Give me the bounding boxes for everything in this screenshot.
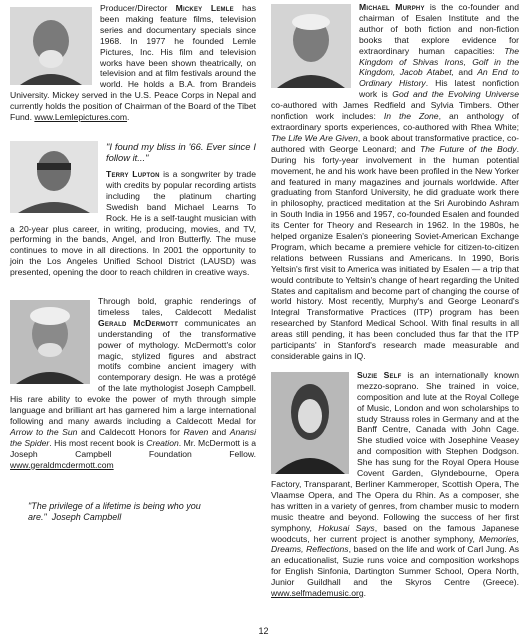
person-name-lupton: Terry Lupton [106,168,160,179]
person-name-murphy: Michael Murphy [359,2,425,12]
campbell-quote [28,501,238,524]
bio-murphy: Michael Murphy is the co-founder and chairman of Esalen Institute and the author of both fiction and non-fiction books that explore evidence for extraordinary human capacities: The Kingdom of Shivas Irons, Golf in the Kingdom, Jacob Atabet, and An End to Ordinary History. His latest nonfiction work is God and the Evolving Universe co-authored with James Redfield and Sylvia Timbers. Other nonfiction work includes: In the Zone, an anthology of extraordinary sports experiences, co-authored with Rhea White; The Life We Are Given, a book about transformative practice, co-authored with George Leonard; and The Future of the Body. During his forty-year involvement in the human potential movement, he and his work have been profiled in the New Yorker and featured in many magazines and journals worldwide. After graduating from Stanford University, he did graduate work there in philosophy, practiced meditation at the Sri Aurobindo Ashram in South India in 1956 and 1957, co-founded Esalen and founded its Center for Theory and Research in 1962. In the 1980s, he helped organize Esalen's pioneering Soviet-American Exchange Program, which became a premiere vehicle for citizen-to-citizen relations between Russians and Americans. In 1990, Boris Yeltsin's first visit to America was initiated by Esalen — a trip that would contribute to Yeltsin's change of heart regarding the United States and capitalism and become part of changing the course of world history. Most recently, Murphy's and George Leonard's Integral Transformative Practices (ITP) program has been researched by Stanford Medical School. With final results in all areas still pending, it has been concluded thus far that the ITP participants' in Stanford's research made measurable and considerable gains in IQ. [271,2,519,361]
link-gerald-mcdermott[interactable]: www.geraldmcdermott.com [10,459,114,470]
book-title: The Life We Are Given [271,132,358,143]
book-title: Raven [183,426,209,437]
book-title: Creation [146,437,179,448]
quote-text: "The privilege of a lifetime is being who you are." [28,500,201,523]
link-lemle-pictures[interactable]: www.Lemlepictures.com [34,112,128,123]
bio-mcdermott: Through bold, graphic renderings of timeless tales, Caldecott Medalist Gerald McDermott communicates an understanding of the transformative power of mythology. McDermott's color magic, stylized figures and abstract motifs combine ancient imagery with contemporary design. He was a protégé of the late mythologist Joseph Campbell. His rare ability to evoke the power of myth through simple language and brilliant art has garnered him a large international following and many awards including a Caldecott Medal for Arrow to the Sun and Caldecott Honors for Raven and Anansi the Spider. His most recent book is Creation. Mr. McDermott is a Joseph Campbell Foundation Fellow. www.geraldmcdermott.com [10,296,256,470]
person-name-mcdermott: Gerald McDermott [98,317,179,328]
bio-text: is an internationally known mezzo-soprano. She trained in voice, composition and lute at the Royal College of Music, London and won scholarships to study Strauss roles in Germany and at the Banff Centre, Canada with John Cage. She studied voice with Josephine Veasey and composition with Stephen Dodgson. She has sung for the Royal Opera House Covent Garden, Glyndebourne, Opera Factory, Transparant, Berliner Kammeroper, Scottish Opera, The Vlaamse Opera, and The Opera du Rhin. As a composer, she has written in a variety of genres, from chamber music to modern music theatre and beyond. Following the success of her first symphony, [271,369,519,533]
book-title: The Kingdom of Shivas Irons, Golf in the Kingdom, Jacob Atabet, [359,45,519,78]
bio-lupton [10,141,256,278]
bio-lemle: Producer/Director Mickey Lemle has been making feature films, television series and documentary specials since 1968. In 1977 he founded Lemle Pictures, Inc. His film and television works have been shown theatrically, on television and at film festivals around the world. He holds a B.A. from Brandeis University. Mickey served in the U.S. Peace Corps in Nepal and currently holds the position of Chairman of the Board of the Tibet Fund. www.Lemlepictures.com. [10,3,256,123]
person-name-self: Suzie Self [357,369,402,380]
bio-text: Through bold, graphic renderings of timeless tales, Caldecott Medalist [98,296,256,317]
photo-mickey-lemle [10,7,92,85]
bio-text: has been making feature films, television series and documentary specials since 1968. In 1977 he founded Lemle Pictures, Inc. His film and television works have been shown theatrically, on television and at film festivals around the world. He holds a B.A. from Brandeis University. Mickey served in the U.S. Peace Corps in Nepal and currently holds the position of Chairman of the Board of the Tibet Fund. [10,3,256,123]
quote-attribution: Joseph Campbell [51,512,122,523]
bio-text: . During his forty-year involvement in the human potential movement, he and his work have been profiled in the New Yorker and featured in many magazines and journals worldwide. After graduating from Stanford University, he did graduate work there in philosophy, practiced meditation at the Sri Aurobindo Ashram in South India in 1956 and 1957, co-founded Esalen and founded its Center for Theory and Research in 1962. In the 1980s, he helped organize Esalen's pioneering Soviet-American Exchange Program, which became a premiere vehicle for citizen-to-citizen relations between Russians and Americans. In 1990, Boris Yeltsin's first visit to America was initiated by Esalen — a trip that would contribute to Yeltsin's change of heart regarding the United States and capitalism and become part of changing the course of world history. Most recently, Murphy's and George Leonard's Integral Transformative Practices (ITP) program has been researched by Stanford Medical School. With final results in all areas still pending, it has been concluded thus far that the ITP participants' in Stanford's research made measurable and considerable gains in IQ. [271,143,519,361]
work-title: Memories, Dreams, Reflections [271,533,519,555]
link-selfmademusic[interactable]: www.selfmademusic.org [271,588,364,599]
bio-text: is a songwriter by trade with credits by popular recording artists including the platinum charting Swedish band Michael Learns To Rock. He is a self-taught musician with a 20-year plus career, in writing, producing, movies, and TV, performing in the bands, Angel, and Iron Butterfly. The muse continues to move in all directions. In 2001 the opportunity to join the Los Angeles Unified School District (LAUSD) was presented, opening the door to reach children in creative ways. [10,168,256,278]
bio-text: is the co-founder and chairman of Esalen Institute and the author of both fiction and non-fiction books that explore evidence for extraordinary human capacities: [359,2,519,56]
book-title: The Future of the Body [419,143,517,154]
photo-gerald-mcdermott [10,300,90,384]
left-column [10,0,256,524]
photo-terry-lupton [10,141,98,213]
book-title: Anansi the Spider [10,426,256,448]
person-name-lemle: Mickey Lemle [175,3,234,13]
book-title: In the Zone [383,111,439,122]
photo-michael-murphy [271,4,351,88]
photo-suzie-self [271,372,349,474]
bio-text: communicates an understanding of the transformative power of mythology. McDermott's color magic, stylized figures and abstract motifs combine ancient imagery with contemporary design. He was a protégé of the late mythologist Joseph Campbell. His rare ability to evoke the power of myth through simple language and brilliant art has garnered him a large international following and many awards including a Caldecott Medal for [10,317,256,426]
book-title: An End to Ordinary History [359,67,519,89]
work-title: Hokusai Says [318,522,375,533]
right-column [271,0,519,599]
book-title: Arrow to the Sun [10,426,78,437]
bio-text: Producer/Director [100,3,176,13]
page-number: 12 [258,626,269,636]
book-title: God and the Evolving Universe [392,89,519,100]
bio-self: Suzie Self is an internationally known mezzo-soprano. She trained in voice, composition and lute at the Royal College of Music, London and won scholarships to study Strauss roles in Germany and at the Banff Centre, Canada with John Cage. She studied voice with Josephine Veasey and composition with Stephen Dodgson. She has sung for the Royal Opera House Covent Garden, Glyndebourne, Opera Factory, Transparant, Berliner Kammeroper, Scottish Opera, The Vlaamse Opera, and The Opera du Rhin. As a composer, she has written in a variety of genres, from chamber music to modern music theatre and beyond. Following the success of her first symphony, Hokusai Says, based on the famous Japanese woodcuts, her current project is another symphony, Memories, Dreams, Reflections, based on the life and work of Carl Jung. As an educationalist, Suzie runs voice and composition workshops for English Sinfonia, Dartington Summer School, Opera North, Junior Guildhall and the Skyros Centre (Greece). www.selfmademusic.org. [271,369,519,599]
lupton-quote: "I found my bliss in '66. Ever since I follow it..." [106,140,256,163]
